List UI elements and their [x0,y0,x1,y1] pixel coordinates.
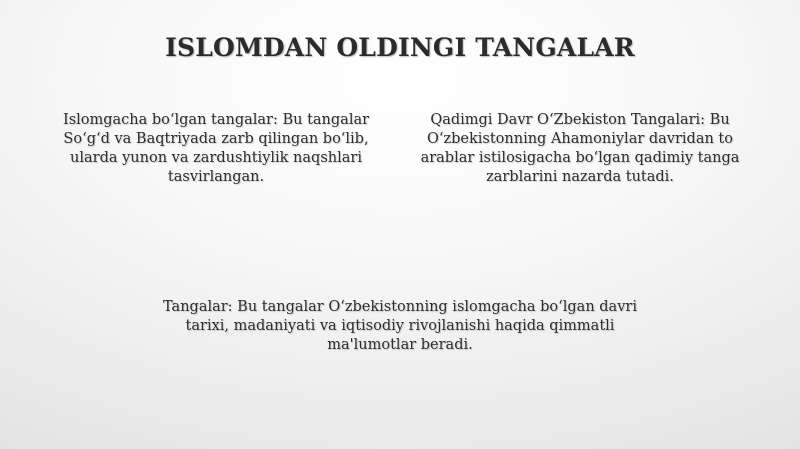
text-block-left: Islomgacha bo‘lgan tangalar: Bu tangalar So‘g‘d va Baqtriyada zarb qilingan bo‘lib, ularda yunon va zardushtiylik naqshlari tasvirlangan. [62,112,370,185]
slide-title: ISLOMDAN OLDINGI TANGALAR [165,33,635,62]
text-block-bottom: Tangalar: Bu tangalar O‘zbekistonning islomgacha bo‘lgan davri tarixi, madaniyati va iqtisodiy rivojlanishi haqida qimmatli ma'lumotlar beradi. [163,299,637,353]
text-block-right: Qadimgi Davr O‘Zbekiston Tangalari: Bu O‘zbekistonning Ahamoniylar davridan to arablar istilosigacha bo‘lgan qadimiy tanga zarblarini nazarda tutadi. [420,112,740,185]
